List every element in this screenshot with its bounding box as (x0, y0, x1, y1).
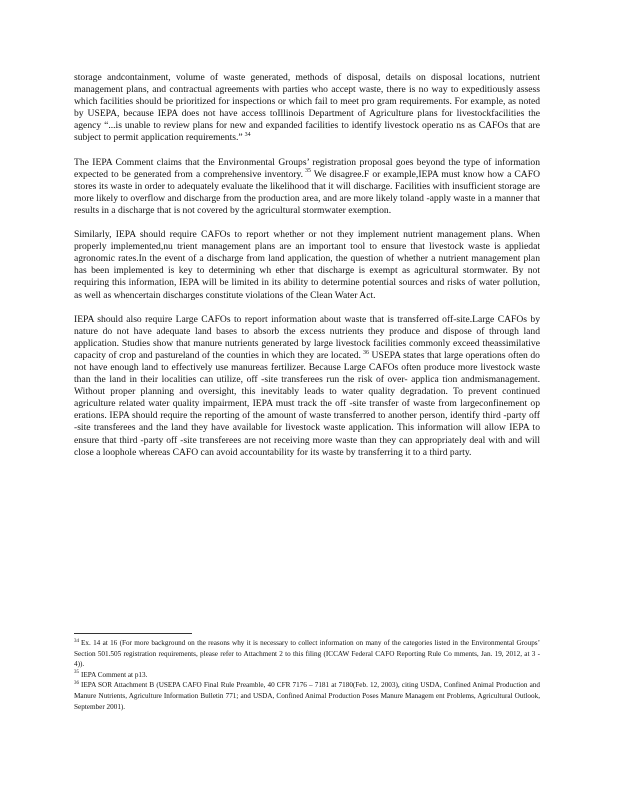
footnote-ref-34: 34 (244, 132, 251, 139)
paragraph-text: The IEPA Comment claims that the Environmental Groups’ registration proposal goes beyond the type of information expected to be generated from a comprehensive inventory. (74, 156, 540, 180)
paragraph-iepa-comment (74, 157, 540, 217)
footnotes (74, 638, 540, 712)
footnote-text: Ex. 14 at 16 (For more background on the reasons why it is necessary to collect information on many of the categories listed in the Environmental Groups’ Section 501.505 registration requirements, please refer to Attachment 2 to this filing (ICCAW Federal CAFO Reporting Rule Co mments, Jan. 19, 2012, at 3 - 4)). (74, 639, 540, 669)
footnote-text: IEPA SOR Attachment B (USEPA CAFO Final Rule Preamble, 40 CFR 7176 – 7181 at 7180(Feb. 12, 2003), citing USDA, Confined Animal Production and Manure Nutrients, Agriculture Information Bulletin 771; and USDA, Confined Animal Production Poses Manure Managem ent Problems, Agricultural Outlook, September 2001). (74, 681, 540, 711)
paragraph-offsite-transfers (74, 314, 540, 459)
paragraph-text: Similarly, IEPA should require CAFOs to report whether or not they implement nutrient management plans. When properly implemented,nu trient management plans are an important tool to ensure that livestock waste is appliedat agronomic rates.In the event of a discharge from land application, the question of whether a nutrient management plan has been implemented is key to determining wh ether that discharge is exempt as agricultural stormwater. By not requiring this information, IEPA will be limited in its ability to determine potential sources and risks of water pollution, as well as whencertain discharges constitute violations of the Clean Water Act. (74, 229, 540, 301)
paragraph-nutrient-management (74, 229, 540, 302)
footnote-number: 35 (74, 670, 79, 676)
footnote-number: 34 (74, 638, 79, 644)
footnote-35 (74, 670, 540, 681)
paragraph-storage-info (74, 72, 540, 145)
paragraph-text: IEPA should also require Large CAFOs to report information about waste that is transferred off-site.Large CAFOs by nature do not have adequate land bases to absorb the excess nutrients they produce and dispose of through land application. Studies show that manure nutrients generated by large livestock facilities commonly exceed theassimilative capacity of crop and pastureland of the counties in which they are located. (74, 313, 540, 361)
footnote-ref-35: 35 (305, 168, 312, 175)
paragraph-text: USEPA states that large operations often do not have enough land to effectively use manureas fertilizer. Because Large CAFOs often produce more livestock waste than the land in their localities can utilize, off -site transferees run the risk of over- applica tion andmismanagement. Without proper planning and oversight, this inevitably leads to water quality degradation. To prevent continued agriculture related water quality impairment, IEPA must track the off -site transfer of waste from largeconfinement op erations. IEPA should require the reporting of the amount of waste transferred to another person, identify third -party off -site transferees and the land they have available for livestock waste application. This information will allow IEPA to ensure that third -party off -site transferees are not receiving more waste than they can appropriately deal with and will close a loophole whereas CAFO can avoid accountability for its waste by transferring it to a third party. (74, 349, 540, 458)
footnote-separator (74, 633, 192, 634)
footnote-ref-36: 36 (362, 349, 369, 356)
footnote-34 (74, 638, 540, 670)
footnote-text: IEPA Comment at p13. (81, 670, 148, 679)
footnote-36 (74, 680, 540, 712)
paragraph-text: storage andcontainment, volume of waste generated, methods of disposal, details on disposal locations, nutrient management plans, and contractual agreements with parties who accept waste, there is no way to expeditiously assess which facilities should be prioritized for inspections or which fail to meet pro gram requirements. For example, as noted by USEPA, because IEPA does not have access toIllinois Department of Agriculture plans for livestockfacilities the agency “...is unable to review plans for new and expanded facilities to identify livestock operatio ns as CAFOs that are subject to permit application requirements.” (74, 72, 540, 144)
body-text (74, 72, 540, 471)
paragraph-text: We disagree.F or example,IEPA must know how a CAFO stores its waste in order to adequately evaluate the likelihood that it will discharge. Facilities with insufficient storage are more likely to overflow and discharge from the production area, and are more likely toland -apply waste in a manner that results in a discharge that is not covered by the agricultural stormwater exemption. (74, 168, 540, 216)
footnote-number: 36 (74, 680, 79, 686)
